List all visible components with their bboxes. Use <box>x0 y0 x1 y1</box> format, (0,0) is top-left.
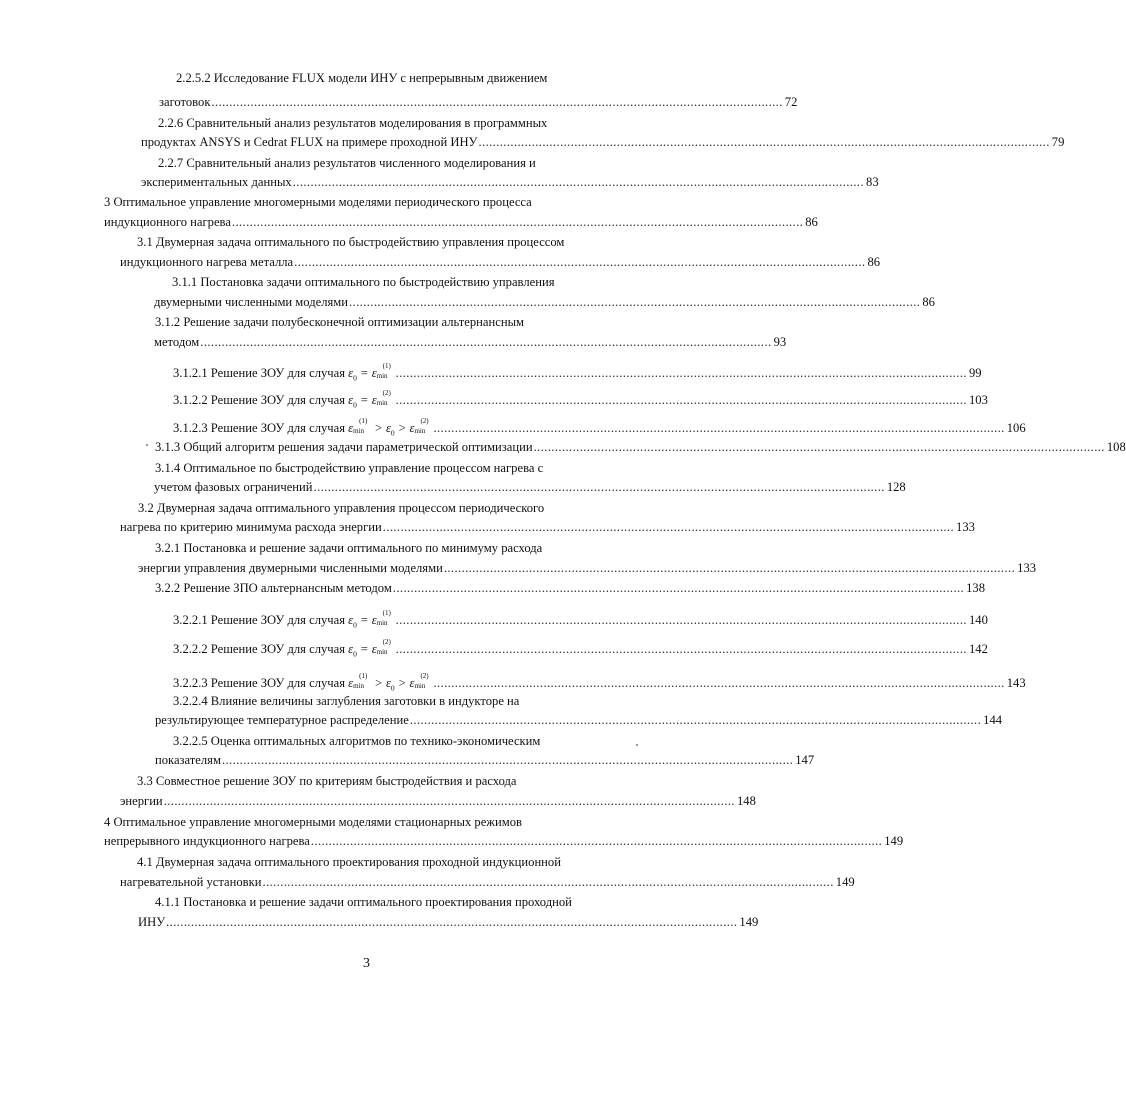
toc-entry-text: 3.2.2.1 Решение ЗОУ для случая <box>173 613 345 627</box>
scan-speck <box>636 744 638 746</box>
toc-page-number: 149 <box>835 875 855 889</box>
toc-entry-text: 3.2.2.2 Решение ЗОУ для случая <box>173 642 345 656</box>
toc-entry-text: 3.1.2.2 Решение ЗОУ для случая <box>173 393 345 407</box>
epsilon-symbol: ε <box>409 676 415 690</box>
toc-page-number: 148 <box>737 794 756 808</box>
toc-entry-text: методом <box>154 335 200 349</box>
epsilon-symbol: ε <box>348 393 354 407</box>
toc-entry-text: экспериментальных данных <box>141 175 292 189</box>
toc-entry-text: 3.2.2.4 Влияние величины заглубления заготовки в индукторе на <box>173 694 520 708</box>
toc-entry <box>155 314 524 330</box>
toc-entry <box>0 874 855 890</box>
leader-dots: ................................................................................................................................................................. <box>478 135 1050 149</box>
toc-entry <box>0 439 1126 455</box>
toc-page-number: 93 <box>773 335 787 349</box>
subscript: min <box>376 372 388 380</box>
leader-dots: ................................................................................................................................................................. <box>443 561 1016 575</box>
subscript: min <box>414 682 426 690</box>
toc-entry-text: двумерными численными моделями <box>154 295 348 309</box>
superscript: (1) <box>359 672 368 680</box>
operator: = <box>360 366 369 380</box>
toc-entry-text: продуктах ANSYS и Cedrat FLUX на примере проходной ИНУ <box>141 135 478 149</box>
toc-entry <box>0 560 1037 576</box>
toc-entry-text: 3 Оптимальное управление многомерными моделями периодического процесса <box>104 195 532 209</box>
subscript: min <box>376 648 388 656</box>
case-formula <box>345 361 395 387</box>
toc-entry <box>0 174 879 190</box>
toc-entry <box>0 793 756 809</box>
toc-entry <box>0 580 985 596</box>
superscript: (2) <box>382 638 391 646</box>
toc-page-number: 133 <box>1017 561 1037 575</box>
toc-page-number: 83 <box>866 175 879 189</box>
toc-page-number: 86 <box>867 255 881 269</box>
toc-entry-text: 2.2.5.2 Исследование FLUX модели ИНУ с непрерывным движением <box>176 71 548 85</box>
toc-entry-text: 3.2 Двумерная задача оптимального управления процессом периодического <box>138 501 545 515</box>
toc-page-number: 103 <box>968 393 988 407</box>
superscript: (1) <box>382 609 391 617</box>
toc-entry <box>172 274 555 290</box>
epsilon-symbol: ε <box>348 613 354 627</box>
leader-dots: ................................................................................................................................................................. <box>533 440 1105 454</box>
index-stack <box>376 388 395 407</box>
page-number: 3 <box>363 956 370 971</box>
toc-entry <box>104 194 532 210</box>
toc-entry <box>0 637 988 663</box>
toc-entry <box>0 519 975 535</box>
toc-page-number: 133 <box>956 520 975 534</box>
toc-entry-text: 4 Оптимальное управление многомерными моделями стационарных режимов <box>104 815 522 829</box>
toc-page-number: 144 <box>983 713 1003 727</box>
toc-entry-text: 3.2.1 Постановка и решение задачи оптимального по минимуму расхода <box>155 541 543 555</box>
operator: > <box>397 421 407 435</box>
epsilon-symbol: ε <box>348 366 354 380</box>
toc-entry-text: 4.1 Двумерная задача оптимального проектирования проходной индукционной <box>137 855 561 869</box>
operator: = <box>360 642 369 656</box>
toc-entry-text: непрерывного индукционного нагрева <box>104 834 310 848</box>
toc-page-number: 147 <box>795 753 815 767</box>
toc-entry <box>155 460 543 476</box>
superscript: (2) <box>420 417 429 425</box>
toc-entry <box>0 334 787 350</box>
toc-entry-text: 3.1.4 Оптимальное по быстродействию управление процессом нагрева с <box>155 461 544 475</box>
toc-entry <box>155 540 542 556</box>
leader-dots: ................................................................................................................................................................. <box>166 915 738 929</box>
subscript: 0 <box>353 373 357 383</box>
subscript: min <box>353 682 365 690</box>
superscript: (2) <box>382 389 391 397</box>
operator: = <box>360 613 369 627</box>
subscript: 0 <box>353 620 357 630</box>
subscript: min <box>376 619 388 627</box>
toc-entry-text: энергии <box>120 794 163 808</box>
toc-entry-text: 2.2.7 Сравнительный анализ результатов численного моделирования и <box>158 156 536 170</box>
toc-entry <box>0 479 906 495</box>
toc-entry <box>138 500 544 516</box>
toc-entry-text: 3.1.3 Общий алгоритм решения задачи параметрической оптимизации <box>155 440 533 454</box>
toc-entry-text: 3.3 Совместное решение ЗОУ по критериям быстродействия и расхода <box>137 774 517 788</box>
toc-entry <box>0 416 1026 442</box>
leader-dots: ................................................................................................................................................................. <box>392 581 965 595</box>
toc-entry <box>0 833 904 849</box>
toc-page-number: 106 <box>1006 421 1026 435</box>
superscript: (1) <box>359 417 368 425</box>
toc-entry <box>0 361 982 387</box>
toc-entry <box>0 608 988 634</box>
toc-entry <box>0 914 759 930</box>
toc-page-number: 86 <box>805 215 818 229</box>
epsilon-symbol: ε <box>348 642 354 656</box>
toc-entry <box>0 134 1065 150</box>
operator: > <box>374 676 383 690</box>
toc-entry <box>0 388 988 414</box>
toc-entry-text: 3.2.2.5 Оценка оптимальных алгоритмов по технико-экономическим <box>173 734 541 748</box>
index-stack <box>376 361 395 380</box>
toc-entry <box>158 115 547 131</box>
toc-page-number: 86 <box>922 295 935 309</box>
epsilon-symbol: ε <box>385 421 391 435</box>
leader-dots: ................................................................................................................................................................. <box>409 713 982 727</box>
toc-entry <box>104 814 522 830</box>
subscript: min <box>376 399 388 407</box>
epsilon-symbol: ε <box>371 366 377 380</box>
index-stack <box>353 416 371 435</box>
leader-dots: ................................................................................................................................................................. <box>349 295 921 309</box>
epsilon-symbol: ε <box>371 613 377 627</box>
epsilon-symbol: ε <box>371 393 377 407</box>
toc-page-number: 79 <box>1051 135 1065 149</box>
toc-entry-text: 3.1.2.3 Решение ЗОУ для случая <box>173 421 345 435</box>
toc-entry-text: нагревательной установки <box>120 875 262 889</box>
case-formula <box>345 388 395 414</box>
toc-entry <box>176 70 547 86</box>
index-stack <box>353 671 371 690</box>
index-stack <box>414 416 432 435</box>
toc-entry <box>158 155 536 171</box>
operator: > <box>397 676 407 690</box>
toc-entry <box>173 733 540 749</box>
operator: = <box>360 393 369 407</box>
superscript: (2) <box>420 672 429 680</box>
subscript: 0 <box>353 649 357 659</box>
case-formula <box>345 416 432 442</box>
toc-entry <box>137 773 517 789</box>
toc-page-number: 140 <box>968 613 988 627</box>
subscript: min <box>353 427 365 435</box>
leader-dots: ................................................................................................................................................................. <box>433 421 1005 435</box>
toc-entry <box>0 752 815 768</box>
epsilon-symbol: ε <box>371 642 377 656</box>
toc-entry <box>173 693 519 709</box>
toc-entry <box>137 854 561 870</box>
toc-page-number: 108 <box>1106 440 1126 454</box>
toc-entry-text: 3.1 Двумерная задача оптимального по быстродействию управления процессом <box>137 235 565 249</box>
leader-dots: ................................................................................................................................................................. <box>382 520 955 534</box>
index-stack <box>414 671 432 690</box>
leader-dots: ................................................................................................................................................................. <box>310 834 883 848</box>
toc-entry-text: нагрева по критерию минимума расхода энергии <box>120 520 382 534</box>
epsilon-symbol: ε <box>385 676 391 690</box>
epsilon-symbol: ε <box>348 421 354 435</box>
leader-dots: ................................................................................................................................................................. <box>200 335 772 349</box>
toc-page-number: 128 <box>886 480 906 494</box>
toc-entry-text: индукционного нагрева <box>104 215 231 229</box>
toc-entry-text: индукционного нагрева металла <box>120 255 294 269</box>
operator: > <box>374 421 383 435</box>
toc-entry <box>0 214 818 230</box>
toc-entry-text: 3.1.1 Постановка задачи оптимального по быстродействию управления <box>172 275 555 289</box>
toc-page-number: 99 <box>968 366 982 380</box>
leader-dots: ................................................................................................................................................................. <box>163 794 735 808</box>
toc-page-number: 142 <box>968 642 988 656</box>
toc-entry <box>155 894 572 910</box>
index-stack <box>376 637 395 656</box>
subscript: 0 <box>390 428 395 438</box>
leader-dots: ................................................................................................................................................................. <box>395 642 967 656</box>
leader-dots: ................................................................................................................................................................. <box>395 393 967 407</box>
case-formula <box>345 608 395 634</box>
leader-dots: ................................................................................................................................................................. <box>221 753 794 767</box>
toc-entry-text: 3.2.2.3 Решение ЗОУ для случая <box>173 676 345 690</box>
toc-entry-text: 3.2.2 Решение ЗПО альтернансным методом <box>155 581 392 595</box>
leader-dots: ................................................................................................................................................................. <box>395 613 967 627</box>
toc-entry <box>0 94 798 110</box>
toc-entry-text: энергии управления двумерными численными моделями <box>138 561 443 575</box>
epsilon-symbol: ε <box>348 676 354 690</box>
toc-entry-text: учетом фазовых ограничений <box>154 480 313 494</box>
superscript: (1) <box>382 362 391 370</box>
scan-speck <box>146 444 148 446</box>
leader-dots: ................................................................................................................................................................. <box>231 215 804 229</box>
toc-page-number: 72 <box>784 95 798 109</box>
index-stack <box>376 608 395 627</box>
toc-entry-text: заготовок <box>159 95 211 109</box>
subscript: 0 <box>390 683 395 693</box>
toc-page-number: 138 <box>966 581 985 595</box>
toc-entry-text: 3.1.2 Решение задачи полубесконечной оптимизации альтернансным <box>155 315 525 329</box>
subscript: 0 <box>353 400 357 410</box>
toc-page-number: 149 <box>884 834 904 848</box>
toc-entry-text: 2.2.6 Сравнительный анализ результатов моделирования в программных <box>158 116 548 130</box>
toc-entry-text: ИНУ <box>138 915 166 929</box>
toc-entry-text: результирующее температурное распределение <box>155 713 409 727</box>
case-formula <box>345 637 395 663</box>
subscript: min <box>414 427 426 435</box>
leader-dots: ................................................................................................................................................................. <box>395 366 967 380</box>
leader-dots: ................................................................................................................................................................. <box>433 676 1005 690</box>
leader-dots: ................................................................................................................................................................. <box>262 875 834 889</box>
toc-entry <box>137 234 564 250</box>
toc-entry-text: 3.1.2.1 Решение ЗОУ для случая <box>173 366 345 380</box>
toc-page-number: 143 <box>1006 676 1026 690</box>
toc-entry-text: показателям <box>155 753 221 767</box>
toc-entry <box>0 254 881 270</box>
leader-dots: ................................................................................................................................................................. <box>294 255 866 269</box>
epsilon-symbol: ε <box>409 421 415 435</box>
leader-dots: ................................................................................................................................................................. <box>292 175 865 189</box>
toc-entry <box>0 712 1003 728</box>
toc-entry <box>0 294 935 310</box>
leader-dots: ................................................................................................................................................................. <box>313 480 885 494</box>
leader-dots: ................................................................................................................................................................. <box>211 95 783 109</box>
toc-page-number: 149 <box>739 915 759 929</box>
toc-entry-text: 4.1.1 Постановка и решение задачи оптимального проектирования проходной <box>155 895 572 909</box>
